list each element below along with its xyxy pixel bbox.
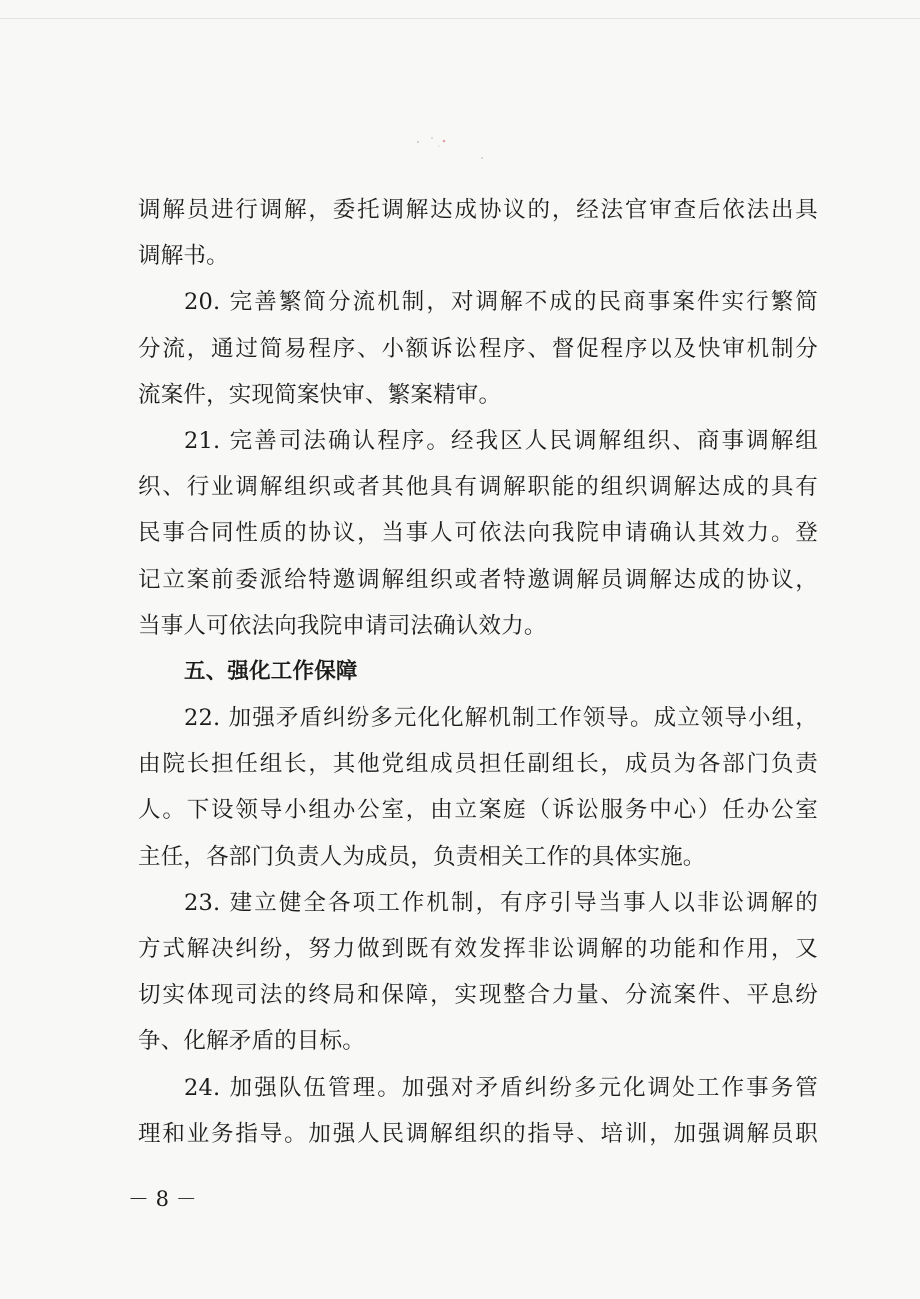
text-line: 民事合同性质的协议，当事人可依法向我院申请确认其效力。登 xyxy=(138,520,818,547)
paragraph-21-start: 21. 完善司法确认程序。经我区人民调解组织、商事调解组 xyxy=(184,427,818,454)
section-heading: 五、强化工作保障 xyxy=(184,658,358,684)
body-text xyxy=(138,187,818,1157)
text-line: 争、化解矛盾的目标。 xyxy=(138,1028,366,1055)
text-line: 记立案前委派给特邀调解组织或者特邀调解员调解达成的协议， xyxy=(138,566,818,593)
text-line: 主任，各部门负责人为成员，负责相关工作的具体实施。 xyxy=(138,843,706,870)
text-line: 当事人可依法向我院申请司法确认效力。 xyxy=(138,612,547,639)
scan-edge xyxy=(0,18,920,19)
text-line: 织、行业调解组织或者其他具有调解职能的组织调解达成的具有 xyxy=(138,474,818,501)
page-number: － 8 － xyxy=(128,1187,197,1211)
scan-specks xyxy=(410,132,490,162)
text-line: 由院长担任组长，其他党组成员担任副组长，成员为各部门负责 xyxy=(138,751,818,778)
text-line: 切实体现司法的终局和保障，实现整合力量、分流案件、平息纷 xyxy=(138,982,818,1009)
text-line: 调解书。 xyxy=(138,243,229,270)
paragraph-23-start: 23. 建立健全各项工作机制，有序引导当事人以非讼调解的 xyxy=(184,889,818,916)
text-line: 人。下设领导小组办公室，由立案庭（诉讼服务中心）任办公室 xyxy=(138,797,818,824)
paragraph-20-start: 20. 完善繁简分流机制，对调解不成的民商事案件实行繁简 xyxy=(184,289,818,316)
text-line: 调解员进行调解，委托调解达成协议的，经法官审查后依法出具 xyxy=(138,197,818,223)
text-line: 方式解决纠纷，努力做到既有效发挥非讼调解的功能和作用，又 xyxy=(138,936,818,962)
paragraph-22-start: 22. 加强矛盾纠纷多元化化解机制工作领导。成立领导小组， xyxy=(184,705,818,732)
paragraph-24-start: 24. 加强队伍管理。加强对矛盾纠纷多元化调处工作事务管 xyxy=(184,1074,818,1101)
text-line: 流案件，实现简案快审、繁案精审。 xyxy=(138,381,502,408)
text-line: 理和业务指导。加强人民调解组织的指导、培训，加强调解员职 xyxy=(138,1120,818,1147)
text-line: 分流，通过简易程序、小额诉讼程序、督促程序以及快审机制分 xyxy=(138,335,818,362)
